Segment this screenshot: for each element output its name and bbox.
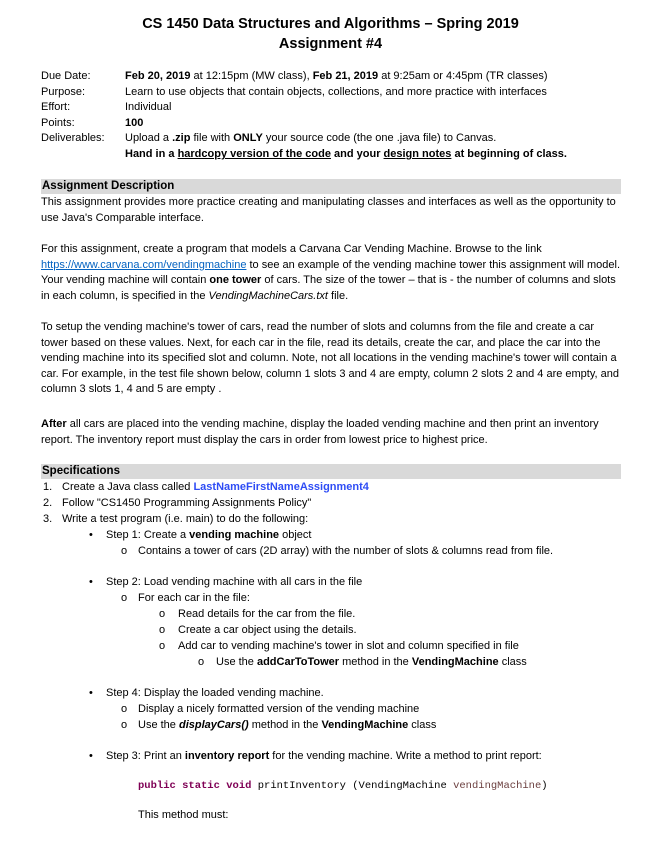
deliverables-row-2: Hand in a hardcopy version of the code and your design notes at beginning of class. — [125, 147, 567, 160]
step-2-detail: For each car in the file: — [138, 592, 250, 604]
bullet-icon: • — [89, 576, 93, 588]
points-value: 100 — [125, 116, 144, 129]
step-2-sub-1: Read details for the car from the file. — [178, 608, 356, 620]
carvana-link[interactable]: https://www.carvana.com/vendingmachine — [41, 258, 247, 271]
page-title — [0, 14, 661, 54]
purpose-label: Purpose: — [41, 85, 86, 98]
specifications-header: Specifications — [41, 464, 621, 479]
bullet-icon: • — [89, 750, 93, 762]
circle-bullet-icon: o — [159, 640, 166, 652]
description-paragraph-2: For this assignment, create a program that models a Carvana Car Vending Machine. Browse to the link https://www.carvana.com/vendingmachine to see an example of the vending machine tower this assignment will model. Your vending machine will contain one tower of cars. The size of the tower – that is - the number of columns and slots in each column, is specified in the VendingMachineCars.txt file. — [41, 243, 621, 302]
step-1-detail: Contains a tower of cars (2D array) with the number of slots & columns read from file. — [138, 545, 554, 557]
purpose-row — [41, 85, 621, 101]
list-number-2: 2. — [43, 497, 53, 509]
circle-bullet-icon: o — [121, 592, 128, 604]
step-4-sub-2: Use the displayCars() method in the VendingMachine class — [138, 719, 437, 731]
deliverables-label: Deliverables: — [41, 132, 105, 145]
step-2-sub-2: Create a car object using the details. — [178, 624, 357, 636]
assignment-description-header: Assignment Description — [41, 179, 621, 194]
title-line-2: Assignment #4 — [278, 36, 383, 52]
effort-value: Individual — [125, 101, 172, 114]
spec-item-1: Create a Java class called LastNameFirstNameAssignment4 — [62, 481, 369, 493]
step-4: Step 4: Display the loaded vending machine. — [106, 687, 324, 699]
circle-bullet-icon: o — [121, 719, 128, 731]
description-paragraph-1: This assignment provides more practice creating and manipulating classes and interfaces as well as the opportunity to use Java's Comparable interface. — [41, 196, 616, 224]
circle-bullet-icon: o — [159, 608, 166, 620]
bullet-icon: • — [89, 687, 93, 699]
spec-item-2: Follow "CS1450 Programming Assignments Policy" — [62, 497, 312, 509]
method-signature: public static void printInventory (VendingMachine vendingMachine) — [138, 780, 548, 792]
spec-item-3: Write a test program (i.e. main) to do the following: — [62, 513, 309, 525]
due-date-row: Due Date: Feb 20, 2019 at 12:15pm (MW class), Feb 21, 2019 at 9:25am or 4:45pm (TR classes) — [41, 69, 621, 85]
due-date-label: Due Date: — [41, 70, 91, 82]
step-3: Step 3: Print an inventory report for the vending machine. Write a method to print report: — [106, 750, 542, 762]
circle-bullet-icon: o — [121, 545, 128, 557]
effort-label: Effort: — [41, 101, 71, 114]
due-date-1: Feb 20, 2019 — [125, 70, 191, 82]
method-must-text: This method must: — [138, 809, 229, 821]
description-paragraph-4: After all cars are placed into the vending machine, display the loaded vending machine and then print an inventory report. The inventory report must display the cars in order from lowest price to highest price. — [41, 418, 599, 446]
step-4-sub-1: Display a nicely formatted version of the vending machine — [138, 703, 420, 715]
class-name: LastNameFirstNameAssignment4 — [193, 481, 369, 493]
bullet-icon: • — [89, 529, 93, 541]
list-number-1: 1. — [43, 481, 53, 493]
circle-bullet-icon: o — [159, 624, 166, 636]
effort-row — [41, 100, 621, 116]
points-label: Points: — [41, 116, 75, 129]
circle-bullet-icon: o — [198, 656, 205, 668]
purpose-value: Learn to use objects that contain objects, collections, and more practice with interfaces — [125, 85, 547, 98]
step-2: Step 2: Load vending machine with all cars in the file — [106, 576, 363, 588]
circle-bullet-icon: o — [121, 703, 128, 715]
title-line-1: CS 1450 Data Structures and Algorithms – Spring 2019 — [142, 16, 519, 32]
vending-file-name: VendingMachineCars.txt — [208, 289, 328, 302]
step-2-sub-3: Add car to vending machine's tower in slot and column specified in file — [178, 640, 519, 652]
deliverables-row: Deliverables: Upload a .zip file with ONLY your source code (the one .java file) to Canvas. — [41, 131, 621, 147]
step-2-sub-4: Use the addCarToTower method in the VendingMachine class — [216, 656, 527, 668]
assignment-meta — [41, 69, 621, 163]
list-number-3: 3. — [43, 513, 53, 525]
due-date-2: Feb 21, 2019 — [312, 70, 379, 82]
points-row — [41, 116, 621, 132]
description-paragraph-3: To setup the vending machine's tower of cars, read the number of slots and columns from the file and create a car tower based on these values. Next, for each car in the file, read its details, create the car, and place the car into the vending machine into its specified slot and column. Note, not all locations in the vending machine's tower will contain a car. For example, in the test file shown below, column 1 slots 3 and 4 are empty, column 2 slots 2 and 4 are empty, and column 3 slots 1, 4 and 5 are empty . — [41, 321, 620, 396]
step-1: Step 1: Create a vending machine object — [106, 529, 312, 541]
